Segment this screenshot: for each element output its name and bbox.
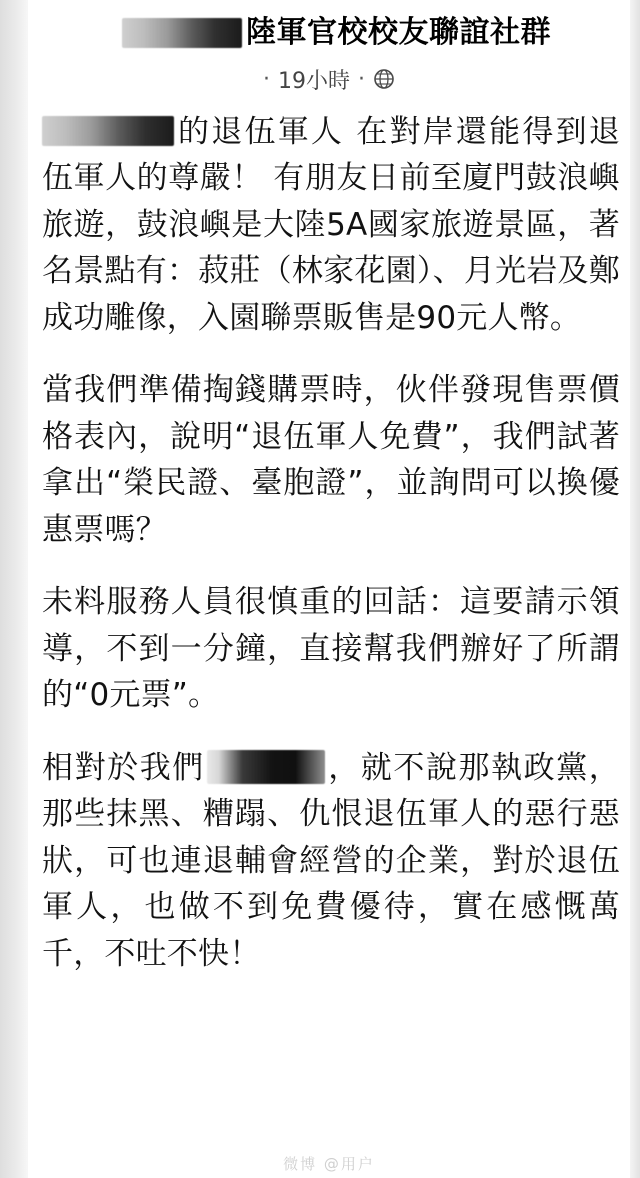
post-container <box>28 0 630 1178</box>
group-title-line <box>42 14 616 52</box>
paragraph-4-prefix: 相對於我們 <box>42 749 205 786</box>
paragraph-4-suffix: ，就不說那執政黨，那些抹黑、糟蹋、仇恨退伍軍人的惡行惡狀，可也連退輔會經營的企業，對於退伍軍人，也做不到免費優待，實在感慨萬千，不吐不快！ <box>42 749 620 972</box>
redacted-inline-block <box>207 750 325 784</box>
meta-separator-dot: · <box>263 66 270 92</box>
post-body <box>28 95 630 978</box>
post-meta <box>42 64 616 95</box>
meta-separator-dot-2: · <box>358 66 365 92</box>
redacted-author-name <box>122 18 242 48</box>
paragraph-4 <box>42 745 620 978</box>
watermark: 微博 @用户 <box>283 1155 375 1173</box>
group-name[interactable]: 陸軍官校校友聯誼社群 <box>246 15 551 50</box>
post-header <box>28 0 630 95</box>
post-timestamp[interactable]: 19小時 <box>278 68 350 94</box>
paragraph-3: 未料服務人員很慎重的回話：這要請示領導，不到一分鐘，直接幫我們辦好了所謂的“0元票”。 <box>42 584 620 713</box>
left-gutter <box>0 0 28 1178</box>
right-gutter <box>630 0 640 1178</box>
redacted-inline-name <box>42 116 174 146</box>
paragraph-1 <box>42 109 620 342</box>
globe-icon[interactable] <box>373 68 395 90</box>
paragraph-2: 當我們準備掏錢購票時，伙伴發現售票價格表內，說明“退伍軍人免費”，我們試著拿出“榮民證、臺胞證”，並詢問可以換優惠票嗎？ <box>42 372 620 548</box>
paragraph-1-text: 的退伍軍人 在對岸還能得到退伍軍人的尊嚴！ 有朋友日前至廈門鼓浪嶼旅遊，鼓浪嶼是大陸5A國家旅遊景區，著名景點有：菽莊（林家花園）、月光岩及鄭成功雕像，入園聯票販售是90元人幣。 <box>42 113 620 336</box>
